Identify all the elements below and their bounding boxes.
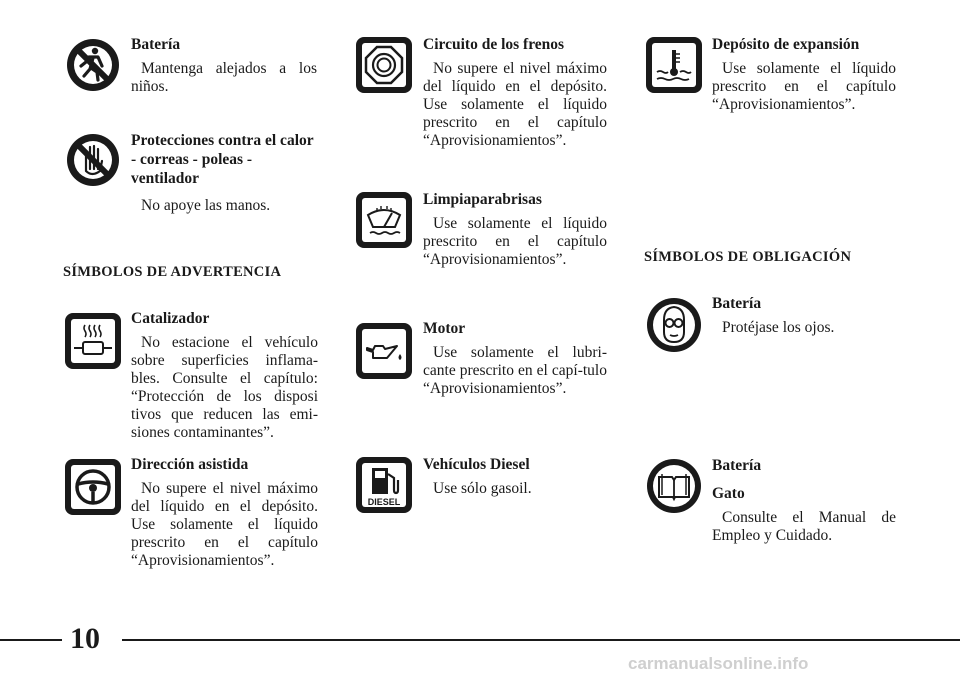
engine-oil-block	[423, 320, 607, 398]
brake-circuit-icon	[355, 36, 413, 94]
battery-eyes-text: Protéjase los ojos.	[722, 319, 835, 336]
battery-jack-title-battery: Batería	[712, 457, 762, 474]
battery-eyes-block	[712, 295, 896, 337]
coolant-text: Use solamente el líquido prescrito en el capítulo “Aprovisionamientos”.	[712, 60, 896, 113]
heat-protection-text: No apoye las manos.	[141, 197, 271, 214]
catalyst-text: No estacione el vehículo sobre superficies inflama-bles. Consulte el capítulo: “Protección de los disposi tivos que reducen las emi-siones contaminantes”.	[131, 334, 318, 441]
coolant-block	[712, 36, 896, 114]
no-hands-icon	[64, 131, 122, 189]
battery-children-text: Mantenga alejados a los niños.	[131, 60, 317, 95]
page-number: 10	[70, 622, 100, 655]
catalyst-icon	[64, 312, 122, 370]
power-steering-text: No supere el nivel máximo del líquido en el depósito. Use solamente el líquido prescrito en el capítulo “Aprovisionamientos”.	[131, 480, 318, 569]
footer-rule-right	[122, 639, 960, 641]
catalyst-block	[131, 310, 318, 442]
coolant-tank-icon	[645, 36, 703, 94]
battery-children-title: Batería	[131, 36, 181, 53]
keep-children-away-icon	[64, 36, 122, 94]
footer-rule-left	[0, 639, 62, 641]
diesel-pump-icon	[355, 456, 413, 514]
battery-jack-block	[712, 457, 896, 545]
manual-book-icon	[645, 457, 703, 515]
engine-oil-text: Use solamente el lubri-cante prescrito en el capí-tulo “Aprovisionamientos”.	[423, 344, 607, 397]
battery-eyes-title: Batería	[712, 295, 762, 312]
obligation-symbols-heading: SÍMBOLOS DE OBLIGACIÓN	[644, 249, 852, 265]
oil-can-icon	[355, 322, 413, 380]
washer-text: Use solamente el líquido prescrito en el capítulo “Aprovisionamientos”.	[423, 215, 607, 268]
heat-protection-block	[131, 131, 317, 215]
diesel-block	[423, 456, 607, 498]
battery-children-block	[131, 36, 317, 96]
diesel-text: Use sólo gasoil.	[433, 480, 532, 497]
battery-jack-text: Consulte el Manual de Empleo y Cuidado.	[712, 509, 896, 544]
power-steering-title: Dirección asistida	[131, 456, 249, 473]
brake-circuit-title: Circuito de los frenos	[423, 36, 565, 53]
battery-jack-title-jack: Gato	[712, 485, 745, 502]
windscreen-washer-icon	[355, 191, 413, 249]
brake-circuit-text: No supere el nivel máximo del líquido en el depósito. Use solamente el líquido prescrito en el capítulo “Aprovisionamientos”.	[423, 60, 607, 149]
eye-protection-icon	[645, 296, 703, 354]
watermark: carmanualsonline.info	[628, 654, 809, 673]
brake-circuit-block	[423, 36, 607, 150]
washer-block	[423, 191, 607, 269]
diesel-title: Vehículos Diesel	[423, 456, 530, 473]
power-steering-block	[131, 456, 318, 570]
diesel-icon-label: DIESEL	[367, 497, 401, 507]
warning-symbols-heading: SÍMBOLOS DE ADVERTENCIA	[63, 264, 282, 280]
washer-title: Limpiaparabrisas	[423, 191, 542, 208]
catalyst-title: Catalizador	[131, 310, 210, 327]
coolant-title: Depósito de expansión	[712, 36, 860, 53]
steering-wheel-icon	[64, 458, 122, 516]
heat-protection-title: Protecciones contra el calor - correas - poleas - ventilador	[131, 132, 314, 187]
engine-oil-title: Motor	[423, 320, 466, 337]
